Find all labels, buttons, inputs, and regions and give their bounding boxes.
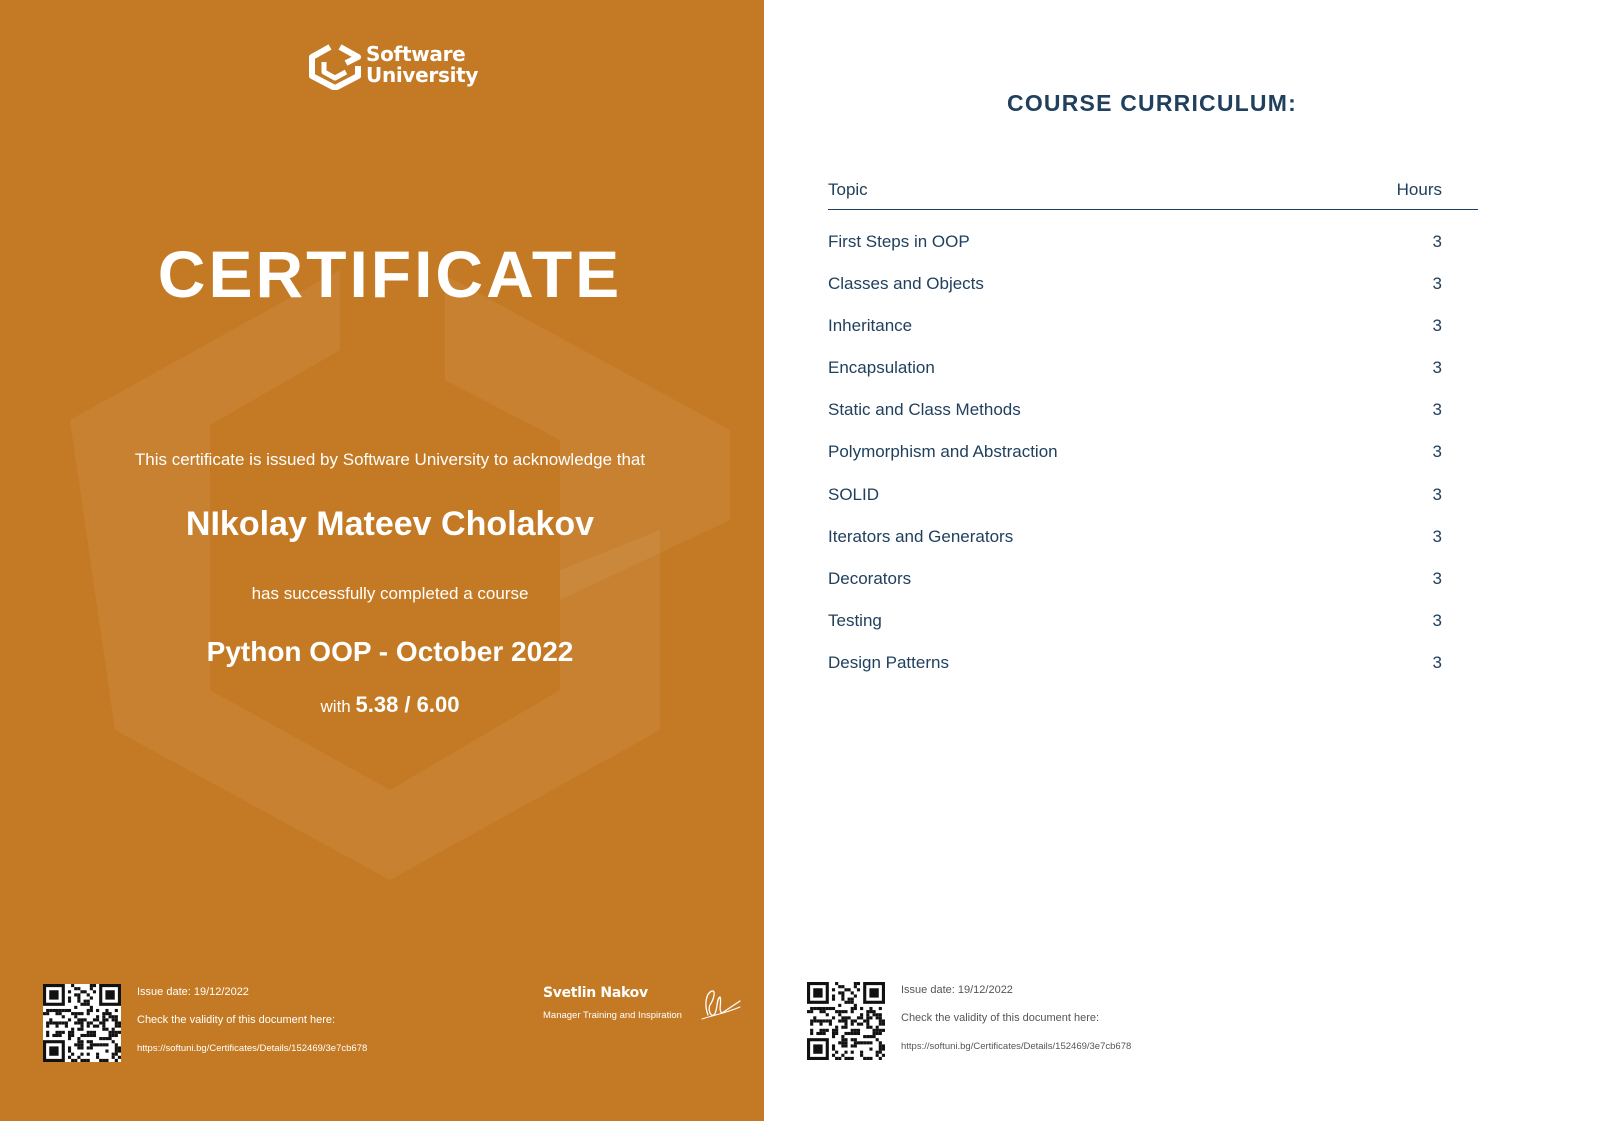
row-topic: Testing bbox=[828, 610, 882, 630]
qr-code-icon[interactable] bbox=[43, 984, 121, 1062]
row-hours: 3 bbox=[1432, 232, 1442, 251]
row-topic: Static and Class Methods bbox=[828, 400, 1021, 420]
logo-line-2: University bbox=[366, 63, 479, 87]
course-name: Python OOP - October 2022 bbox=[206, 636, 574, 667]
table-row bbox=[828, 252, 1478, 294]
certificate-title: CERTIFICATE bbox=[157, 237, 623, 311]
header-topic: Topic bbox=[828, 180, 868, 199]
signer-role: Manager Training and Inspiration bbox=[543, 1010, 682, 1021]
curriculum-title: COURSE CURRICULUM: bbox=[1007, 90, 1297, 116]
row-hours: 3 bbox=[1432, 316, 1442, 336]
row-topic: First Steps in OOP bbox=[828, 232, 970, 251]
acknowledgement-text: This certificate is issued by Software University to acknowledge that bbox=[134, 450, 646, 469]
validation-url[interactable]: https://softuni.bg/Certificates/Details/152469/3e7cb678 bbox=[137, 1043, 368, 1054]
qr-code-icon[interactable] bbox=[807, 982, 885, 1060]
table-header bbox=[828, 176, 1478, 210]
issue-date: Issue date: 19/12/2022 bbox=[137, 986, 249, 998]
row-topic: Iterators and Generators bbox=[828, 526, 1014, 546]
row-topic: Design Patterns bbox=[828, 652, 949, 672]
completion-text: has successfully completed a course bbox=[251, 584, 529, 603]
table-row bbox=[828, 420, 1478, 462]
row-hours: 3 bbox=[1432, 400, 1442, 420]
row-topic: Decorators bbox=[828, 568, 912, 588]
row-hours: 3 bbox=[1432, 358, 1442, 378]
row-hours: 3 bbox=[1432, 568, 1442, 588]
table-row bbox=[828, 378, 1478, 420]
row-topic: Classes and Objects bbox=[828, 274, 984, 294]
curriculum-table bbox=[828, 176, 1478, 673]
table-row bbox=[828, 294, 1478, 336]
softuni-watermark-icon bbox=[0, 0, 764, 1121]
table-row bbox=[828, 589, 1478, 631]
table-row bbox=[828, 505, 1478, 547]
row-hours: 3 bbox=[1432, 442, 1442, 462]
validity-text: Check the validity of this document here: bbox=[901, 1012, 1100, 1024]
row-topic: Polymorphism and Abstraction bbox=[828, 442, 1058, 462]
table-row bbox=[828, 631, 1478, 673]
row-topic: Encapsulation bbox=[828, 358, 935, 378]
logo-line-1: Software bbox=[366, 42, 466, 66]
table-row bbox=[828, 210, 1478, 252]
certificate-panel bbox=[0, 0, 764, 1121]
signature-icon bbox=[700, 985, 742, 1025]
validity-text: Check the validity of this document here: bbox=[137, 1014, 336, 1026]
softuni-logo-icon bbox=[309, 44, 361, 90]
grade-prefix: with bbox=[320, 697, 351, 716]
table-row bbox=[828, 463, 1478, 505]
row-topic: SOLID bbox=[828, 484, 880, 504]
row-topic: Inheritance bbox=[828, 316, 913, 336]
signer-name: Svetlin Nakov bbox=[543, 985, 648, 1001]
issue-date: Issue date: 19/12/2022 bbox=[901, 984, 1013, 996]
row-hours: 3 bbox=[1432, 526, 1442, 546]
grade-value: 5.38 / 6.00 bbox=[355, 692, 460, 717]
row-hours: 3 bbox=[1432, 484, 1442, 504]
row-hours: 3 bbox=[1432, 610, 1442, 630]
softuni-logo bbox=[309, 42, 479, 92]
grade-line bbox=[0, 692, 764, 718]
table-row bbox=[828, 336, 1478, 378]
header-hours: Hours bbox=[1396, 180, 1442, 199]
logo-wordmark bbox=[366, 44, 478, 86]
row-hours: 3 bbox=[1432, 274, 1442, 294]
row-hours: 3 bbox=[1432, 652, 1442, 672]
validation-url[interactable]: https://softuni.bg/Certificates/Details/152469/3e7cb678 bbox=[901, 1041, 1132, 1052]
recipient-name: NIkolay Mateev Cholakov bbox=[185, 505, 595, 543]
table-row bbox=[828, 547, 1478, 589]
